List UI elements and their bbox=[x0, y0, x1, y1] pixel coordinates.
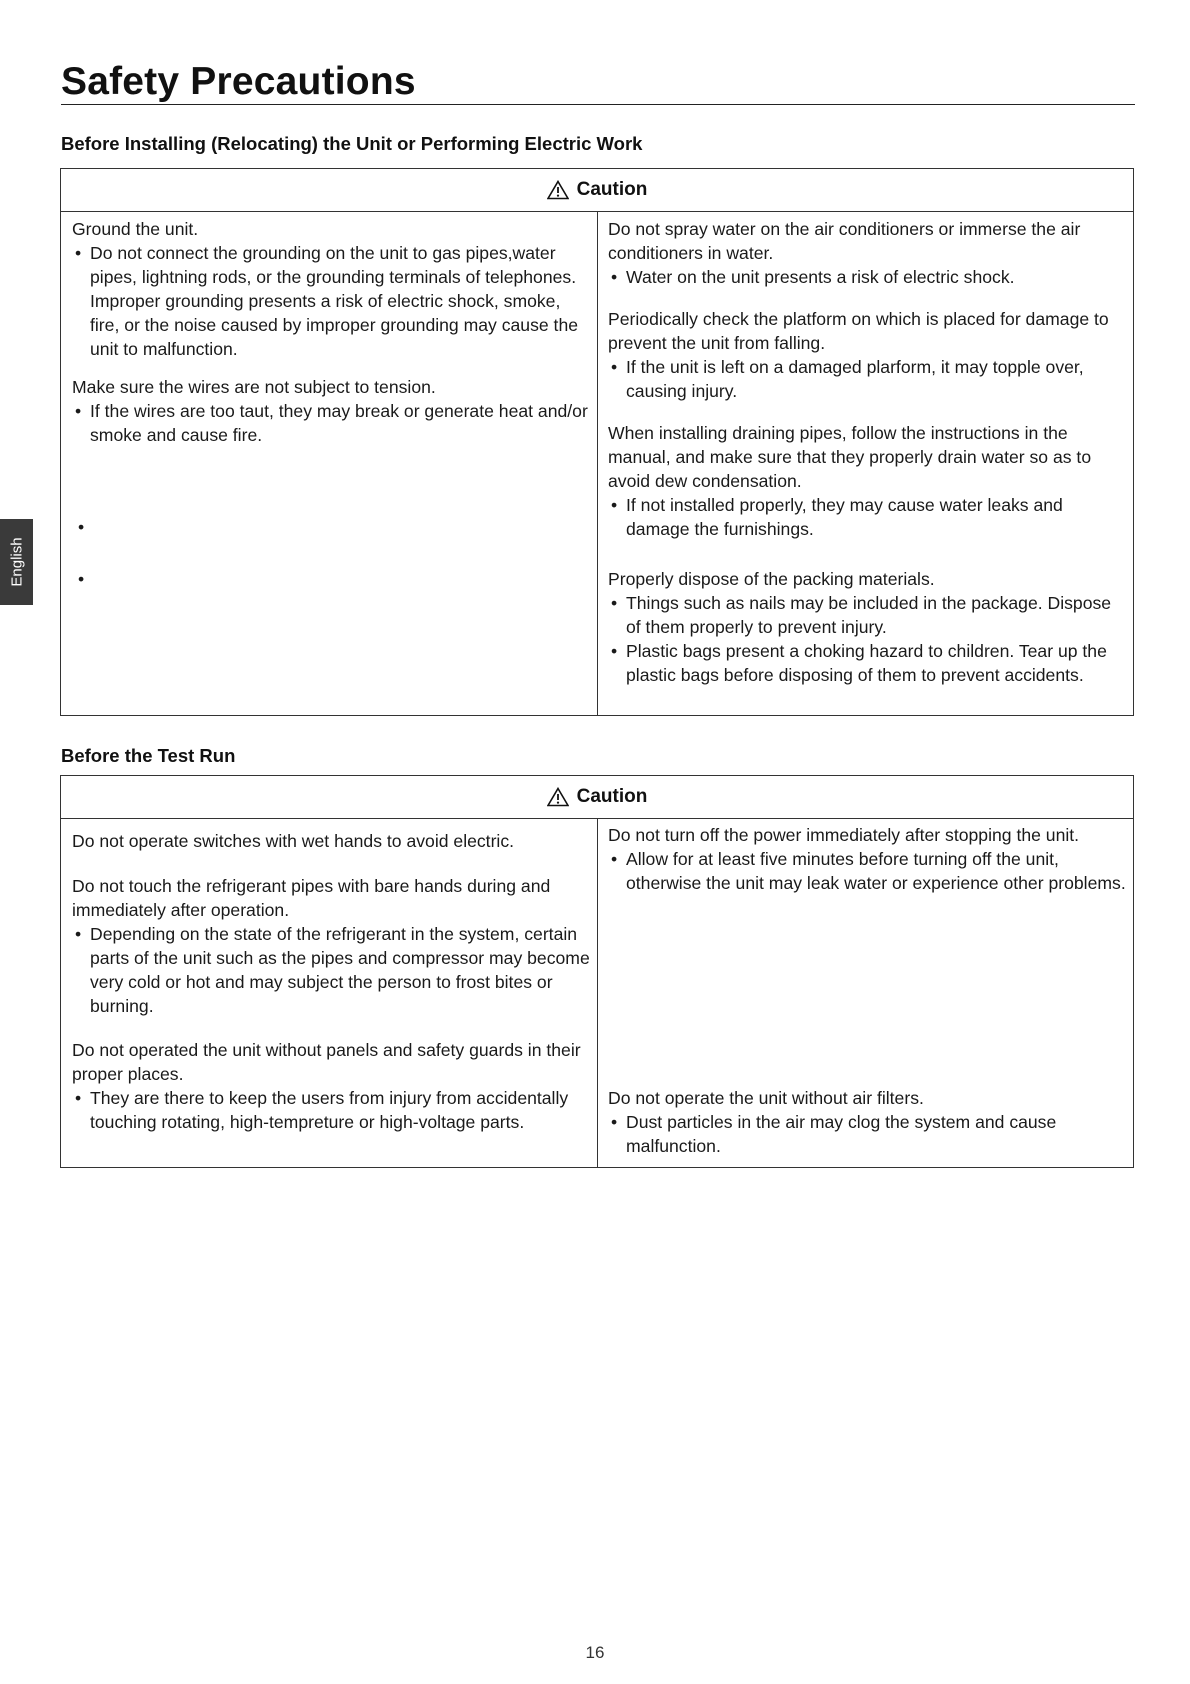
precaution-bullets bbox=[608, 265, 1127, 289]
precaution-bullet: • They are there to keep the users from injury from accidentally touching rotating, high-tempreture or high-voltage parts. bbox=[72, 1086, 591, 1134]
empty-bullet-mark: • bbox=[78, 517, 85, 537]
precaution-text: Do not spray water on the air conditioners or immerse the air conditioners in water. bbox=[608, 219, 1081, 263]
caution-box-installing bbox=[60, 168, 1134, 716]
precaution-bullets bbox=[608, 355, 1127, 403]
precaution-item bbox=[72, 375, 591, 447]
caution-label: Caution bbox=[576, 786, 648, 807]
precaution-bullet: • Allow for at least five minutes before turning off the unit, otherwise the unit may leak water or experience other problems. bbox=[608, 847, 1127, 895]
precaution-text: When installing draining pipes, follow the instructions in the manual, and make sure that they properly drain water so as to avoid dew condensation. bbox=[608, 423, 1092, 491]
precaution-bullets bbox=[72, 922, 591, 1018]
precaution-text: Do not operate switches with wet hands to avoid electric. bbox=[72, 831, 515, 851]
precaution-item bbox=[608, 823, 1127, 895]
precaution-item bbox=[608, 1086, 1127, 1158]
precaution-item bbox=[72, 1038, 591, 1134]
caution-column-right bbox=[598, 212, 1133, 715]
section-heading-installing: Before Installing (Relocating) the Unit or Performing Electric Work bbox=[61, 133, 643, 154]
precaution-bullets bbox=[608, 493, 1127, 541]
precaution-bullet: • If the wires are too taut, they may break or generate heat and/or smoke and cause fire. bbox=[72, 399, 591, 447]
caution-header bbox=[61, 776, 1133, 819]
precaution-bullet: • Do not connect the grounding on the unit to gas pipes,water pipes, lightning rods, or the grounding terminals of telephones. Improper grounding presents a risk of electric shock, smoke, fire, or the noise caused by improper grounding may cause the unit to malfunction. bbox=[72, 241, 591, 361]
page-title: Safety Precautions bbox=[61, 60, 416, 103]
precaution-item bbox=[72, 874, 591, 1018]
precaution-bullets bbox=[72, 241, 591, 361]
section-heading-test-run: Before the Test Run bbox=[61, 745, 236, 766]
language-tab bbox=[0, 519, 33, 605]
precaution-text: Properly dispose of the packing materials. bbox=[608, 569, 935, 589]
precaution-bullets bbox=[608, 591, 1127, 687]
caution-column-left bbox=[61, 212, 598, 715]
warning-triangle-icon bbox=[547, 180, 569, 200]
precaution-bullets bbox=[72, 1086, 591, 1134]
precaution-text: Periodically check the platform on which is placed for damage to prevent the unit from falling. bbox=[608, 309, 1109, 353]
precaution-bullets bbox=[72, 399, 591, 447]
caution-body bbox=[61, 819, 1133, 1167]
precaution-bullet: • If the unit is left on a damaged plarform, it may topple over, causing injury. bbox=[608, 355, 1127, 403]
caution-header bbox=[61, 169, 1133, 212]
precaution-bullets bbox=[608, 1110, 1127, 1158]
precaution-bullets bbox=[608, 847, 1127, 895]
precaution-text: Do not operated the unit without panels and safety guards in their proper places. bbox=[72, 1040, 581, 1084]
page-number: 16 bbox=[585, 1643, 605, 1662]
precaution-bullet: • Plastic bags present a choking hazard to children. Tear up the plastic bags before disposing of them to prevent accidents. bbox=[608, 639, 1127, 687]
language-tab-label: English bbox=[8, 537, 25, 587]
title-underline bbox=[61, 104, 1135, 105]
precaution-bullet: • Dust particles in the air may clog the system and cause malfunction. bbox=[608, 1110, 1127, 1158]
caution-body bbox=[61, 212, 1133, 715]
caution-label: Caution bbox=[576, 179, 648, 200]
precaution-bullet: • Things such as nails may be included in the package. Dispose of them properly to prevent injury. bbox=[608, 591, 1127, 639]
precaution-item bbox=[608, 421, 1127, 541]
empty-bullet-mark: • bbox=[78, 569, 85, 589]
precaution-bullet: • Water on the unit presents a risk of electric shock. bbox=[608, 265, 1127, 289]
precaution-bullet: • If not installed properly, they may cause water leaks and damage the furnishings. bbox=[608, 493, 1127, 541]
caution-column-right bbox=[598, 819, 1133, 1167]
precaution-item bbox=[72, 829, 591, 853]
precaution-text: Ground the unit. bbox=[72, 219, 199, 239]
precaution-text: Do not turn off the power immediately after stopping the unit. bbox=[608, 825, 1080, 845]
precaution-bullet: • Depending on the state of the refrigerant in the system, certain parts of the unit such as the pipes and compressor may become very cold or hot and may subject the person to frost bites or burning. bbox=[72, 922, 591, 1018]
precaution-text: Make sure the wires are not subject to tension. bbox=[72, 377, 436, 397]
caution-box-test-run bbox=[60, 775, 1134, 1168]
precaution-text: Do not operate the unit without air filters. bbox=[608, 1088, 924, 1108]
warning-triangle-icon bbox=[547, 787, 569, 807]
caution-column-left bbox=[61, 819, 598, 1167]
precaution-item bbox=[72, 217, 591, 361]
precaution-text: Do not touch the refrigerant pipes with bare hands during and immediately after operation. bbox=[72, 876, 551, 920]
precaution-item bbox=[608, 217, 1127, 289]
precaution-item bbox=[608, 567, 1127, 687]
precaution-item bbox=[608, 307, 1127, 403]
